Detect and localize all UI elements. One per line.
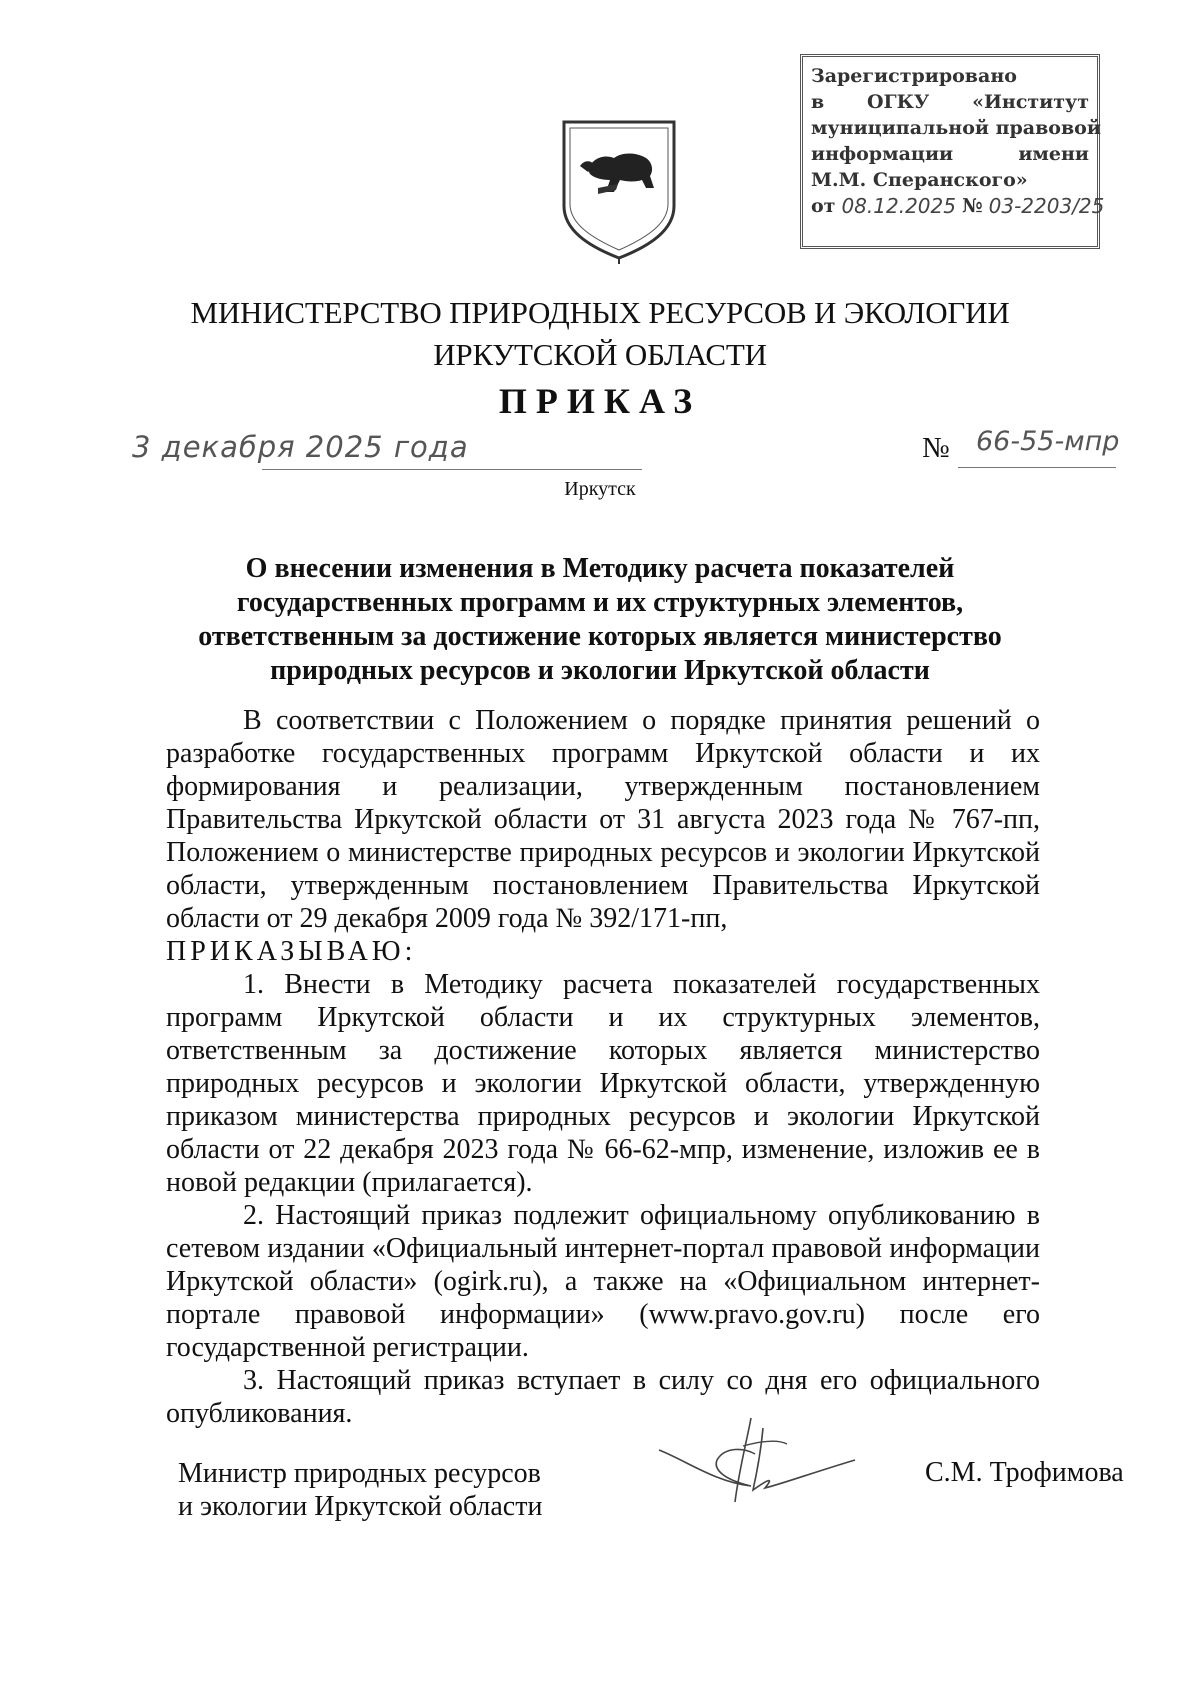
registration-stamp xyxy=(800,54,1105,249)
stamp-line: информации xyxy=(811,143,954,165)
coat-of-arms-icon xyxy=(558,118,680,266)
stamp-registration-date: 08.12.2025 xyxy=(841,194,956,218)
city-name: Иркутск xyxy=(564,478,636,500)
number-label: № xyxy=(922,432,950,464)
stamp-line: «Институт xyxy=(972,91,1089,113)
date-underline xyxy=(262,469,642,470)
stamp-line: Зарегистрировано xyxy=(811,65,1017,87)
stamp-registration-number: 03-2203/25 xyxy=(988,194,1105,218)
signatory-position-line-2: и экологии Иркутской области xyxy=(178,1491,543,1522)
signatory-position-line-1: Министр природных ресурсов xyxy=(178,1458,541,1489)
stamp-line: М.М. Сперанского» xyxy=(811,169,1028,191)
stamp-line: от xyxy=(811,195,836,217)
order-word: ПРИКАЗЫВАЮ: xyxy=(166,936,417,967)
signatory-position xyxy=(178,1457,542,1523)
order-item-1: 1. Внести в Методику расчета показателей государственных программ Иркутской области и их структурных элементов, ответственным за достижение которых является министерство природных ресурсов и экологии Иркутской области, утвержденную приказом министерства природных ресурсов и экологии Иркутской области от 22 декабря 2023 года № 66-62-мпр, изменение, изложив ее в новой редакции (прилагается). xyxy=(166,969,1040,1198)
stamp-line: муниципальной правовой xyxy=(811,117,1101,139)
organization-line-1: МИНИСТЕРСТВО ПРИРОДНЫХ РЕСУРСОВ И ЭКОЛОГИИ xyxy=(190,295,1010,330)
document-number: 66-55-мпр xyxy=(976,426,1120,457)
signatory-name: С.М. Трофимова xyxy=(925,1457,1124,1488)
organization-line-2: ИРКУТСКОЙ ОБЛАСТИ xyxy=(433,337,767,372)
document-subject: О внесении изменения в Методику расчета показателей государственных программ и их структурных элементов, ответственным за достижение которых является министерство природных ресурсов и экологии Иркутской области xyxy=(198,553,1002,686)
document-date: 3 декабря 2025 года xyxy=(132,430,469,464)
organization-name xyxy=(0,292,1200,376)
handwritten-signature xyxy=(655,1410,865,1510)
number-underline xyxy=(958,467,1116,468)
document-body xyxy=(166,704,1040,1430)
document-type: ПРИКАЗ xyxy=(498,381,702,421)
order-item-2: 2. Настоящий приказ подлежит официальному опубликованию в сетевом издании «Официальный интернет-портал правовой информации Иркутской области» (ogirk.ru), а также на «Официальном интернет-портале правовой информации» (www.pravo.gov.ru) после его государственной регистрации. xyxy=(166,1200,1040,1363)
stamp-line: имени xyxy=(1018,143,1089,165)
order-item-3: 3. Настоящий приказ вступает в силу со дня его официального опубликования. xyxy=(166,1365,1040,1429)
stamp-line: № xyxy=(961,195,983,217)
stamp-line: в xyxy=(811,91,825,113)
stamp-line: ОГКУ xyxy=(866,91,930,113)
preamble-paragraph: В соответствии с Положением о порядке принятия решений о разработке государственных программ Иркутской области и их формирования и реализации, утвержденным постановлением Правительства Иркутской области от 31 августа 2023 года № 767-пп, Положением о министерстве природных ресурсов и экологии Иркутской области, утвержденным постановлением Правительства Иркутской области от 29 декабря 2009 года № 392/171-пп, xyxy=(166,705,1040,934)
